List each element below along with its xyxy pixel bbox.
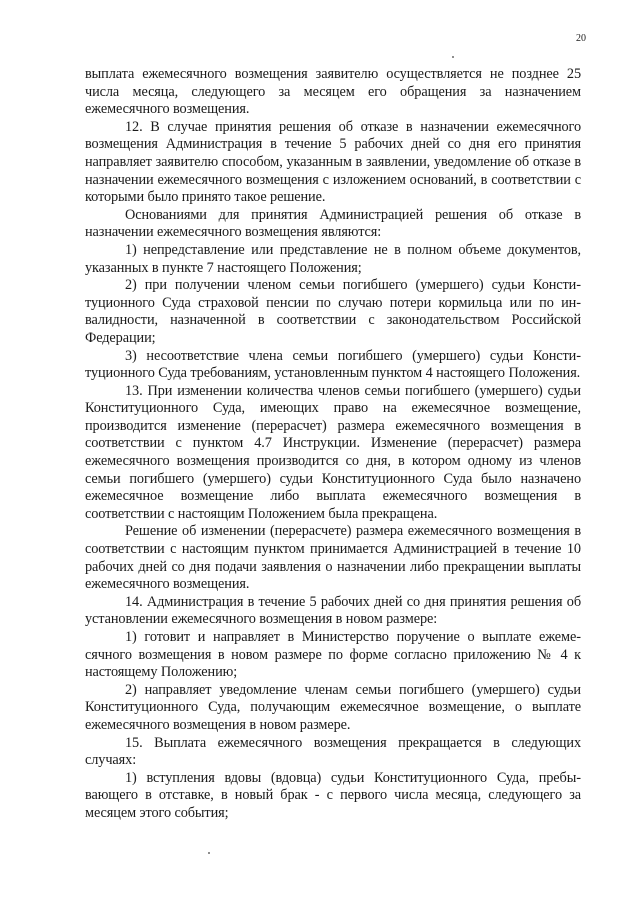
paragraph: 15. Выплата ежемесячного возмещения прекращается в следующих случаях: [85, 734, 581, 769]
paragraph: выплата ежемесячного возмещения заявителю осуществляется не позднее 25 числа месяца, следующего за месяцем его обращения за назначением ежемесячного возмещения. [85, 66, 581, 118]
paragraph: Решение об изменении (перерасчете) размера ежемесячного возмещения в соответствии с настоящим пунктом принимается Администрацией в течение 10 рабочих дней со дня подачи заявления о назначении либо прекращении выплаты ежемесячного возмещения. [85, 523, 581, 593]
paragraph: 1) вступления вдовы (вдовца) судьи Конституционного Суда, пребывающего в отставке, в новый брак - с первого числа месяца, следующего за месяцем этого события; [85, 769, 581, 821]
paragraph: 14. Администрация в течение 5 рабочих дней со дня принятия решения об установлении ежемесячного возмещения в новом размере: [85, 593, 581, 628]
page-number: 20 [576, 33, 586, 44]
paragraph: 2) направляет уведомление членам семьи погибшего (умершего) судьи Конституционного Суда, получающим ежемесячное возмещение, о выплате ежемесячного возмещения в новом размере. [85, 681, 581, 733]
scan-speck [208, 852, 210, 854]
paragraph: 1) готовит и направляет в Министерство поручение о выплате ежемесячного возмещения в новом размере по форме согласно приложению № 4 к настоящему Положению; [85, 629, 581, 681]
paragraph: Основаниями для принятия Администрацией решения об отказе в назначении ежемесячного возмещения являются: [85, 206, 581, 241]
paragraph: 2) при получении членом семьи погибшего (умершего) судьи Конституционного Суда страховой пенсии по случаю потери кормильца или по инвалидности, назначенной в соответствии с законодательством Российской Федерации; [85, 277, 581, 346]
scan-speck [452, 56, 454, 58]
document-text [85, 66, 581, 823]
paragraph: 3) несоответствие члена семьи погибшего (умершего) судьи Конституционного Суда требованиям, установленным пунктом 4 настоящего Положения. [85, 347, 581, 382]
paragraph: 1) непредставление или представление не в полном объеме документов, указанных в пункте 7 настоящего Положения; [85, 241, 581, 276]
paragraph: 12. В случае принятия решения об отказе в назначении ежемесячного возмещения Администрация в течение 5 рабочих дней со дня его принятия направляет заявителю способом, указанным в заявлении, уведомление об отказе в назначении ежемесячного возмещения с изложением оснований, в соответствии с которыми было принято такое решение. [85, 118, 581, 206]
paragraph: 13. При изменении количества членов семьи погибшего (умершего) судьи Конституционного Суда, имеющих право на ежемесячное возмещение, производится изменение (перерасчет) размера ежемесячного возмещения в соответствии с пунктом 4.7 Инструкции. Изменение (перерасчет) размера ежемесячного возмещения производится со дня, в котором одному из членов семьи погибшего (умершего) судьи Конституционного Суда было назначено ежемесячное возмещение либо выплата ежемесячного возмещения в соответствии с настоящим Положением была прекращена. [85, 382, 581, 522]
